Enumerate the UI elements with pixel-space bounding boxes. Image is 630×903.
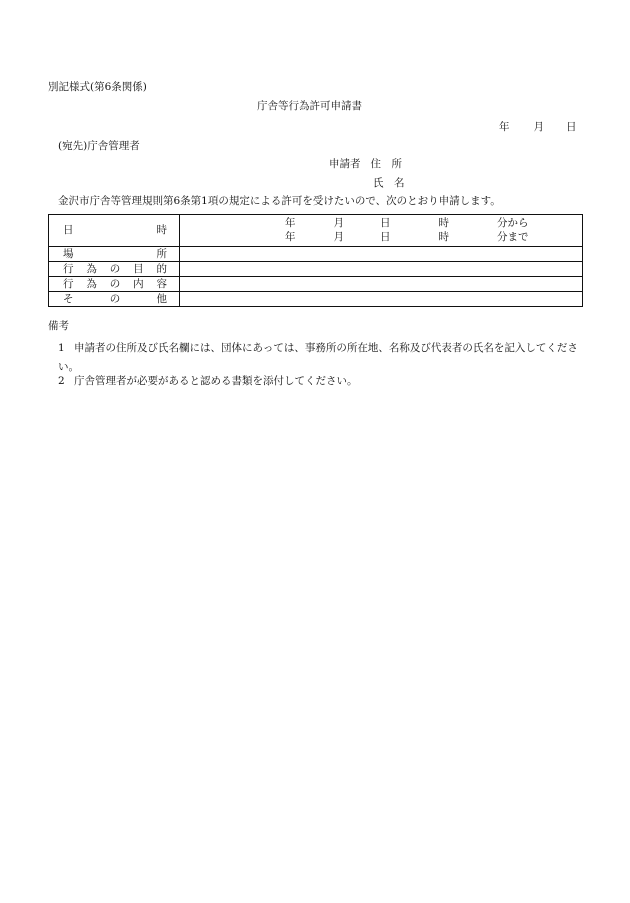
content-label-char: 為 [86, 277, 97, 290]
purpose-label-char: 目 [133, 262, 144, 275]
place-label [49, 247, 180, 262]
content-label-char: の [109, 277, 121, 290]
content-label [49, 277, 180, 292]
other-field[interactable] [180, 292, 583, 307]
content-label-char: 行 [63, 277, 74, 290]
place-field[interactable] [180, 247, 583, 262]
date-day: 日 [566, 121, 577, 133]
place-label-char: 所 [156, 247, 167, 260]
request-statement: 金沢市庁舎等管理規則第6条第1項の規定による許可を受けたいので、次のとおり申請します。 [58, 195, 501, 207]
datetime-label [49, 215, 180, 247]
remark-note-text: 庁舎管理者が必要があると認める書類を添付してください。 [74, 375, 358, 387]
other-label-char: 他 [156, 292, 167, 305]
purpose-label-char: 為 [86, 262, 97, 275]
page-title: 庁舎等行為許可申請書 [257, 100, 362, 112]
applicant-prefix: 申請者 [329, 158, 361, 170]
purpose-field[interactable] [180, 262, 583, 277]
content-label-char: 内 [133, 277, 144, 290]
datetime-field[interactable] [180, 215, 583, 247]
datetime-unit: 年 [285, 231, 296, 244]
place-label-char: 場 [63, 247, 74, 260]
datetime-to [180, 231, 582, 245]
content-label-char: 容 [156, 277, 167, 290]
address-label: 住 所 [370, 158, 402, 170]
datetime-unit: 月 [333, 217, 344, 230]
datetime-unit: 時 [438, 217, 449, 230]
other-label-char: の [109, 292, 121, 305]
other-label-char: そ [63, 292, 74, 305]
date-year: 年 [499, 121, 510, 133]
application-date [499, 122, 577, 133]
table-row-other [49, 292, 583, 307]
datetime-unit: 分から [497, 217, 529, 230]
datetime-unit: 日 [380, 231, 391, 244]
purpose-label [49, 262, 180, 277]
table-row-place [49, 247, 583, 262]
datetime-unit: 年 [285, 217, 296, 230]
table-row-content [49, 277, 583, 292]
other-label [49, 292, 180, 307]
table-row-purpose [49, 262, 583, 277]
datetime-unit: 月 [333, 231, 344, 244]
remark-note-text: 申請者の住所及び氏名欄には、団体にあっては、事務所の所在地、名称及び代表者の氏名を記入してください。 [58, 342, 578, 373]
applicant-address-label [329, 159, 402, 170]
form-label: 別記様式(第6条関係) [48, 81, 147, 93]
datetime-from [180, 217, 582, 231]
purpose-label-char: の [109, 262, 121, 275]
purpose-label-char: 的 [156, 262, 167, 275]
remark-note-1 [58, 339, 586, 377]
datetime-unit: 時 [438, 231, 449, 244]
addressee: (宛先)庁舎管理者 [58, 140, 140, 152]
remark-note-2 [58, 376, 358, 387]
remark-note-number: 2 [58, 375, 65, 387]
content-field[interactable] [180, 277, 583, 292]
date-month: 月 [533, 121, 544, 133]
remark-note-number: 1 [58, 342, 65, 354]
datetime-label-char: 日 [63, 224, 74, 237]
remarks-heading: 備考 [48, 320, 69, 332]
datetime-label-char: 時 [156, 224, 167, 237]
applicant-name-label: 氏 名 [373, 177, 405, 189]
application-details-table [48, 214, 583, 307]
purpose-label-char: 行 [63, 262, 74, 275]
table-row-datetime [49, 215, 583, 247]
datetime-unit: 分まで [497, 231, 529, 244]
datetime-unit: 日 [380, 217, 391, 230]
